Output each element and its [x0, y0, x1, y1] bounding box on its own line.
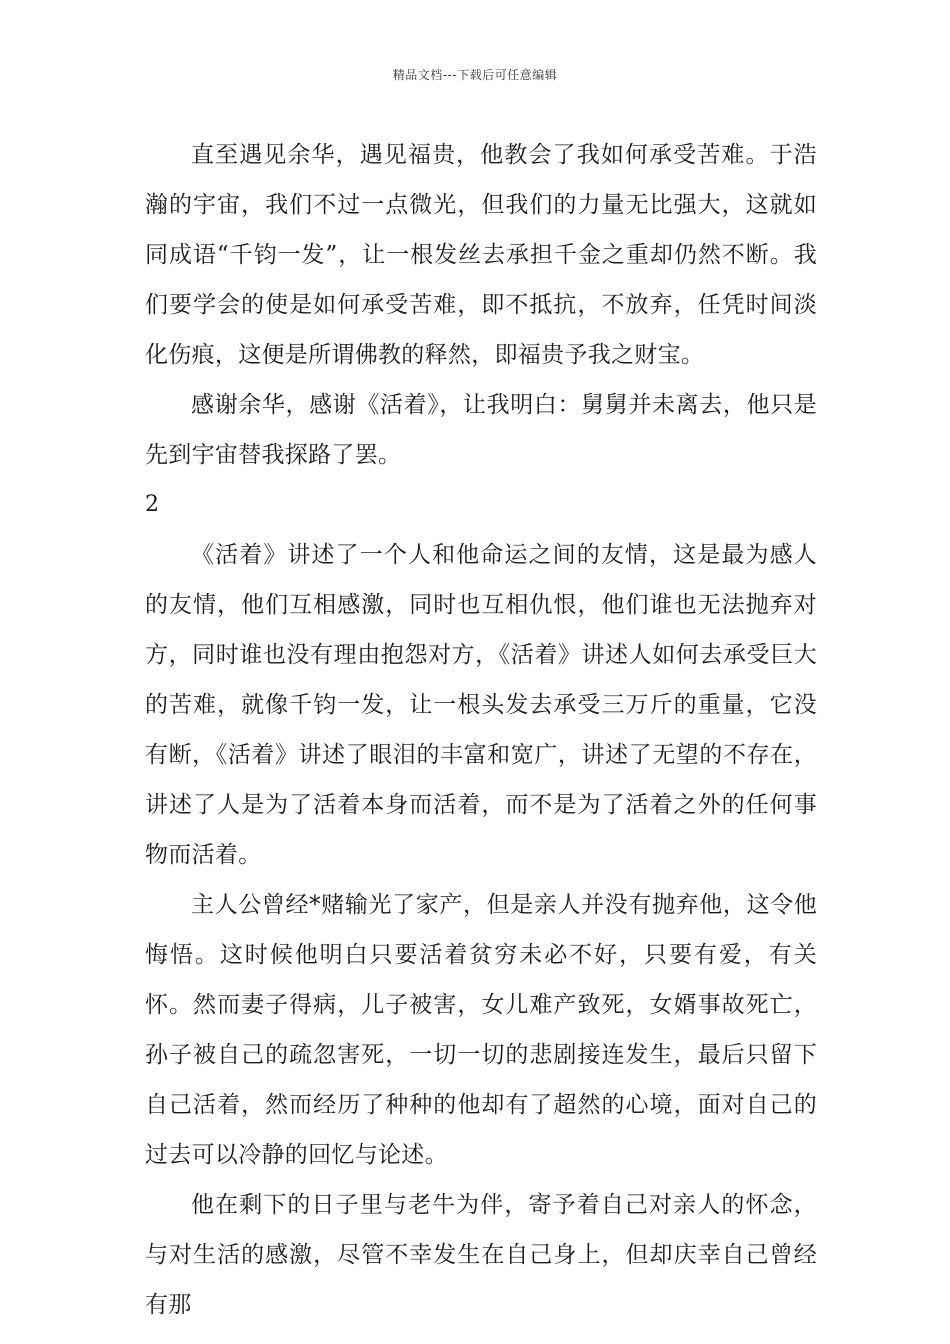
document-body [145, 130, 817, 1330]
paragraph-2: 感谢余华，感谢《活着》，让我明白：舅舅并未离去，他只是先到宇宙替我探路了罢。 [145, 392, 817, 468]
section-number: 2 [145, 492, 159, 517]
paragraph-4: 主人公曾经*赌输光了家产，但是亲人并没有抛弃他，这令他悔悟。这时候他明白只要活着贫穷未必不好，只要有爱，有关怀。然而妻子得病，儿子被害，女儿难产致死，女婿事故死亡，孙子被自己的疏忽害死，一切一切的悲剧接连发生，最后只留下自己活着，然而经历了种种的他却有了超然的心境，面对自己的过去可以冷静的回忆与论述。 [145, 892, 817, 1168]
page-header: 精品文档---下载后可任意编辑 [392, 68, 558, 82]
paragraph-5: 他在剩下的日子里与老牛为伴，寄予着自己对亲人的怀念，与对生活的感激，尽管不幸发生在自己身上，但却庆幸自己曾经有那 [145, 1192, 817, 1318]
paragraph-3: 《活着》讲述了一个人和他命运之间的友情，这是最为感人的友情，他们互相感激，同时也互相仇恨，他们谁也无法抛弃对方，同时谁也没有理由抱怨对方，《活着》讲述人如何去承受巨大的苦难，就像千钧一发，让一根头发去承受三万斤的重量，它没有断，《活着》讲述了眼泪的丰富和宽广，讲述了无望的不存在，讲述了人是为了活着本身而活着，而不是为了活着之外的任何事物而活着。 [145, 542, 817, 868]
paragraph-1: 直至遇见余华，遇见福贵，他教会了我如何承受苦难。于浩瀚的宇宙，我们不过一点微光，但我们的力量无比强大，这就如同成语“千钧一发”，让一根发丝去承担千金之重却仍然不断。我们要学会的使是如何承受苦难，即不抵抗，不放弃，任凭时间淡化伤痕，这便是所谓佛教的释然，即福贵予我之财宝。 [145, 142, 817, 368]
